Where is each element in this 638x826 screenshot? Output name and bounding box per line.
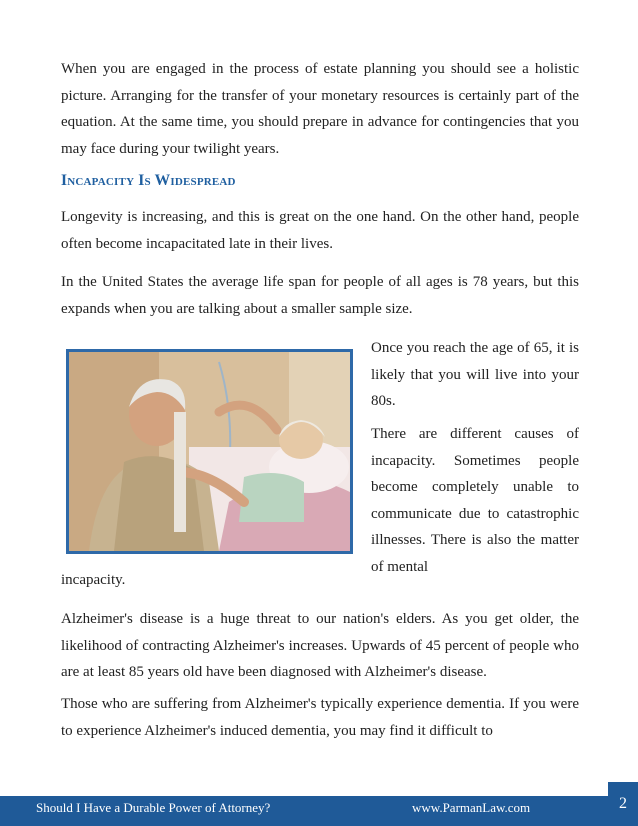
alzheimers-paragraph: Alzheimer's disease is a huge threat to our nation's elders. As you get older, the likelihood of contracting Alzheimer's increases. Upwards of 45 percent of people who are at least 85 years old have been diagnosed with Alzheimer's disease. [61,611,579,680]
longevity-paragraph: Longevity is increasing, and this is great on the one hand. On the other hand, people often become incapacitated late in their lives. [61,209,579,252]
page-number: 2 [608,782,638,826]
elderly-couple-photo [66,349,353,554]
age-paragraph: Once you reach the age of 65, it is likely that you will live into your 80s. [371,340,579,409]
lifespan-paragraph: In the United States the average life span for people of all ages is 78 years, but this expands when you are talking about a smaller sample size. [61,274,579,317]
intro-paragraph: When you are engaged in the process of estate planning you should see a holistic picture. Arranging for the transfer of your monetary resources is certainly part of the equation. At the same time, you should prepare in advance for contingencies that you may face during your twilight years. [61,61,579,157]
causes-paragraph: There are different causes of incapacity. Sometimes people become completely unable to communicate due to catastrophic illnesses. There is also the matter of mental [371,426,579,575]
dementia-paragraph: Those who are suffering from Alzheimer's typically experience dementia. If you were to experience Alzheimer's induced dementia, you may find it difficult to [61,696,579,739]
footer-document-title: Should I Have a Durable Power of Attorney? [36,800,271,815]
section-heading: Incapacity Is Widespread [61,172,236,189]
causes-paragraph-continued: incapacity. [61,572,126,588]
footer-website-link[interactable]: www.ParmanLaw.com [412,800,531,815]
photo-illustration [69,352,350,551]
